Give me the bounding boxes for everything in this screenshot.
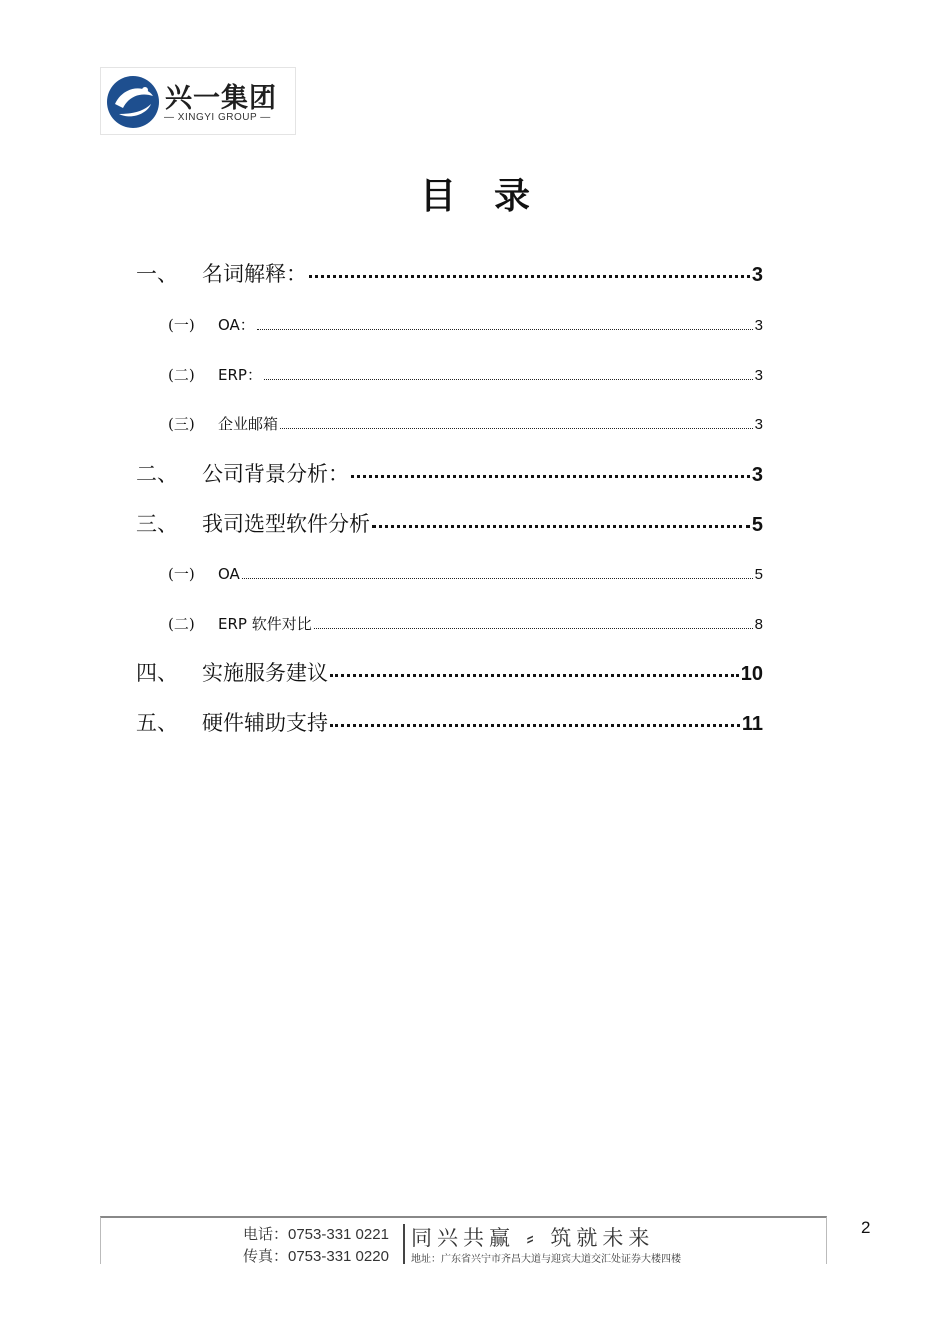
toc-entry-label: OA — [218, 565, 240, 583]
toc-entry[interactable] — [168, 314, 763, 335]
logo-text-en: — XINGYI GROUP — — [164, 112, 271, 123]
toc-entry-label: OA： — [218, 316, 255, 334]
footer-fax: 传真：0753-331 0220 — [243, 1248, 389, 1265]
footer-divider — [403, 1224, 405, 1264]
toc-entry-label: 我司选型软件分析 — [202, 512, 370, 536]
toc-entry-label: 企业邮箱 — [218, 415, 279, 433]
toc-leader-dots — [280, 428, 753, 429]
toc-leader-dots — [257, 329, 753, 330]
toc-entry-label: 实施服务建议 — [202, 661, 328, 685]
toc-entry[interactable] — [136, 458, 763, 488]
toc-entry-page: 3 — [751, 264, 763, 286]
toc-entry-number: 五、 — [136, 711, 178, 735]
toc-entry-page: 8 — [754, 616, 763, 633]
toc-entry[interactable] — [136, 657, 763, 687]
toc-entry-label: ERP 软件对比 — [218, 615, 312, 633]
footer-address: 地址：广东省兴宁市齐昌大道与迎宾大道交汇处证券大楼四楼 — [411, 1254, 681, 1265]
toc-entry-number: (二) — [168, 366, 195, 384]
toc-entry-page: 11 — [741, 713, 763, 735]
toc-entry-number: (三) — [168, 415, 195, 433]
page-title: 目录 — [419, 176, 568, 217]
toc-entry-page: 3 — [754, 317, 763, 334]
toc-entry-number: 四、 — [136, 661, 178, 685]
toc-entry[interactable] — [136, 707, 763, 737]
toc-entry[interactable] — [136, 258, 763, 288]
footer-slogan: 同兴共赢 ⸗ 筑就未来 — [411, 1226, 655, 1250]
toc-entry-number: (一) — [168, 565, 195, 583]
page-number: 2 — [861, 1218, 871, 1237]
toc-entry[interactable] — [168, 364, 763, 385]
toc-leader-dots — [314, 628, 753, 629]
toc-leader-dots — [372, 525, 750, 528]
toc-entry-number: 三、 — [136, 512, 178, 536]
toc-entry-number: 一、 — [136, 262, 178, 286]
toc-leader-dots — [330, 724, 740, 727]
toc-entry-page: 3 — [754, 416, 763, 433]
toc-entry-number: (一) — [168, 316, 195, 334]
toc-leader-dots — [351, 475, 750, 478]
page-footer — [100, 1216, 827, 1264]
toc-entry[interactable] — [168, 563, 763, 584]
footer-phone: 电话：0753-331 0221 — [243, 1226, 389, 1243]
toc-entry[interactable] — [168, 613, 763, 634]
toc-entry-page: 5 — [751, 514, 763, 536]
toc-entry[interactable] — [136, 508, 763, 538]
footer-contact — [243, 1224, 389, 1268]
toc-leader-dots — [330, 674, 739, 677]
toc-entry-label: ERP： — [218, 366, 262, 384]
toc-entry-page: 5 — [754, 566, 763, 583]
toc-entry-label: 名词解释： — [202, 262, 307, 286]
toc-leader-dots — [264, 379, 753, 380]
toc-entry-page: 3 — [751, 464, 763, 486]
toc-leader-dots — [309, 275, 750, 278]
toc-entry-label: 硬件辅助支持 — [202, 711, 328, 735]
toc-entry-page: 3 — [754, 367, 763, 384]
toc-entry-label: 公司背景分析： — [202, 462, 349, 486]
toc-entry-page: 10 — [740, 663, 763, 685]
logo-text-cn: 兴一集团 — [165, 83, 277, 114]
toc-entry-number: 二、 — [136, 462, 178, 486]
toc-leader-dots — [242, 578, 753, 579]
toc-entry-number: (二) — [168, 615, 195, 633]
toc-entry[interactable] — [168, 413, 763, 434]
